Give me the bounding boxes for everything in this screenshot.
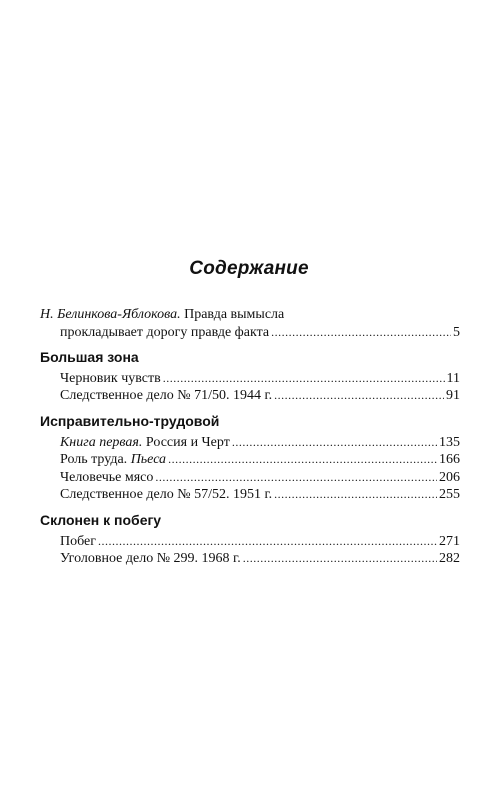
dot-leader xyxy=(243,550,437,568)
toc-entry-italic-part: Книга первая. xyxy=(60,434,143,450)
dot-leader xyxy=(98,533,437,551)
toc-entry[interactable] xyxy=(40,533,460,551)
page-title: Содержание xyxy=(189,258,309,279)
toc-entry-line xyxy=(40,306,460,324)
toc-entry[interactable] xyxy=(40,451,460,469)
toc-entry-title: Побег xyxy=(60,533,97,549)
toc-page-number: 271 xyxy=(439,533,460,549)
toc-entry[interactable] xyxy=(40,469,460,487)
toc-section xyxy=(40,512,460,568)
toc-section xyxy=(40,413,460,504)
toc-entry-title: Следственное дело № 57/52. 1951 г. xyxy=(60,487,273,503)
dot-leader xyxy=(271,324,451,342)
toc-page-number: 135 xyxy=(439,434,460,450)
toc-page-number: 282 xyxy=(439,551,460,567)
dot-leader xyxy=(155,469,437,487)
table-of-contents xyxy=(40,306,460,568)
section-title: Склонен к побегу xyxy=(40,511,162,528)
toc-entry[interactable] xyxy=(40,387,460,405)
toc-entry-line xyxy=(40,324,460,342)
toc-entry-title: Роль труда. xyxy=(60,452,131,468)
dot-leader xyxy=(232,434,437,452)
toc-entry-title: Россия и Черт xyxy=(142,434,230,450)
section-title: Большая зона xyxy=(40,349,139,366)
toc-entry-title: Черновик чувств xyxy=(60,370,161,386)
toc-entry-title: Человечье мясо xyxy=(60,469,154,485)
toc-page-number: 255 xyxy=(439,487,460,503)
toc-entry-italic-part: Пьеса xyxy=(130,452,167,468)
toc-entry[interactable] xyxy=(40,486,460,504)
toc-entry[interactable] xyxy=(40,370,460,388)
dot-leader xyxy=(163,370,445,388)
toc-entry-title: Уголовное дело № 299. 1968 г. xyxy=(60,551,241,567)
dot-leader xyxy=(274,387,444,405)
toc-page-number: 206 xyxy=(439,469,460,485)
dot-leader xyxy=(274,486,437,504)
toc-entry-title: прокладывает дорогу правде факта xyxy=(60,324,270,340)
toc-page-number: 91 xyxy=(446,388,460,404)
dot-leader xyxy=(168,451,437,469)
toc-entry-title: Правда вымысла xyxy=(184,307,285,322)
section-title: Исправительно-трудовой xyxy=(40,412,220,429)
toc-entry-preface[interactable] xyxy=(40,306,460,341)
toc-page-number: 166 xyxy=(439,452,460,468)
toc-entry[interactable] xyxy=(40,434,460,452)
toc-page-number: 11 xyxy=(446,370,460,386)
toc-entry-title: Следственное дело № 71/50. 1944 г. xyxy=(60,388,273,404)
toc-page-number: 5 xyxy=(453,324,460,340)
toc-entry-author: Н. Белинкова-Яблокова. xyxy=(40,307,181,322)
toc-section xyxy=(40,349,460,405)
toc-entry[interactable] xyxy=(40,550,460,568)
